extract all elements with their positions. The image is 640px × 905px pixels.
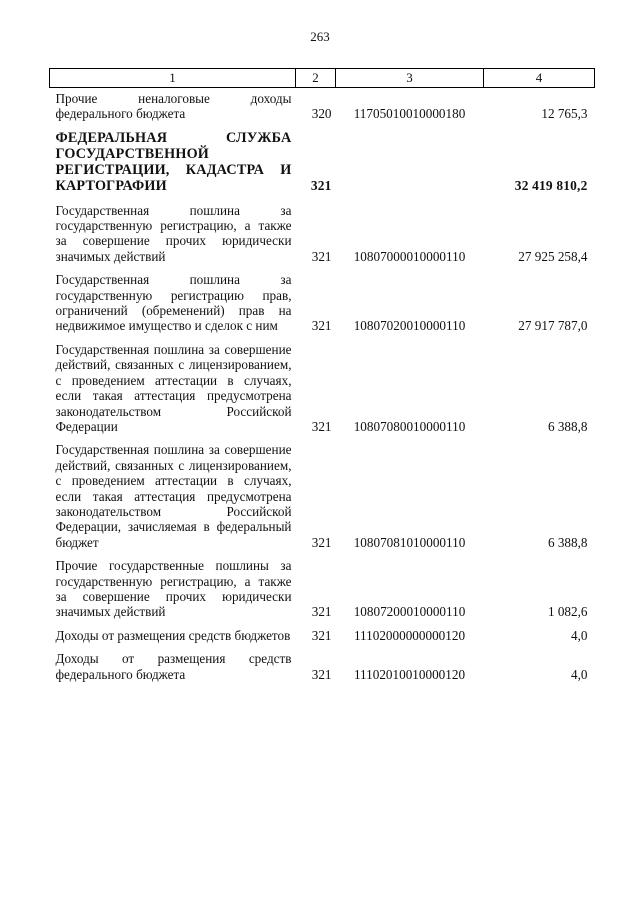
table-row xyxy=(50,334,595,434)
header-col-2: 2 xyxy=(296,69,336,88)
table-row xyxy=(50,620,595,643)
row-name: Прочие неналоговые доходы федерального бюджета xyxy=(55,91,292,122)
row-revenue-code: 11705010010000180 xyxy=(353,106,466,122)
row-revenue-code: 10807020010000110 xyxy=(353,318,466,334)
table-row-section-heading xyxy=(50,122,595,195)
budget-table xyxy=(49,68,595,682)
row-admin-code: 321 xyxy=(311,318,332,334)
row-revenue-code: 11102000000000120 xyxy=(353,627,466,643)
row-amount: 6 388,8 xyxy=(547,418,588,434)
table-body xyxy=(50,88,595,683)
header-col-3: 3 xyxy=(336,69,484,88)
page-number: 263 xyxy=(310,29,330,44)
row-amount: 6 388,8 xyxy=(547,534,588,550)
row-amount: 27 925 258,4 xyxy=(518,248,588,264)
row-revenue-code: 11102010010000120 xyxy=(353,666,466,682)
table-row xyxy=(50,88,595,122)
table-header xyxy=(50,69,595,88)
row-revenue-code xyxy=(336,122,484,195)
header-col-4: 4 xyxy=(484,69,595,88)
row-admin-code: 321 xyxy=(311,534,332,550)
row-name: Государственная пошлина за совершение действий, связанных с лицензированием, с проведением аттестации в случаях, если такая аттестация предусмотрена законодательством Российской Федерации, зачисляемая в федеральный бюджет xyxy=(55,442,292,550)
row-amount: 1 082,6 xyxy=(547,604,588,620)
table-row xyxy=(50,643,595,682)
header-col-1: 1 xyxy=(50,69,296,88)
row-admin-code: 321 xyxy=(311,418,332,434)
row-name: Доходы от размещения средств бюджетов xyxy=(55,627,291,643)
table-row xyxy=(50,434,595,550)
row-admin-code: 321 xyxy=(311,604,332,620)
row-revenue-code: 10807000010000110 xyxy=(353,248,466,264)
table-row xyxy=(50,195,595,265)
row-revenue-code: 10807081010000110 xyxy=(353,534,466,550)
row-amount: 12 765,3 xyxy=(541,106,588,122)
row-amount: 4,0 xyxy=(571,627,588,643)
row-admin-code: 321 xyxy=(311,627,332,643)
table-row xyxy=(50,264,595,334)
row-admin-code: 320 xyxy=(311,106,332,122)
row-name: Государственная пошлина за совершение действий, связанных с лицензированием, с проведением аттестации в случаях, если такая аттестация предусмотрена законодательством Российской Федерации xyxy=(55,341,292,434)
row-name: Государственная пошлина за государственную регистрацию прав, ограничений (обременений) прав на недвижимое имущество и сделок с ним xyxy=(55,272,292,334)
row-admin-code: 321 xyxy=(311,666,332,682)
row-admin-code: 321 xyxy=(310,178,332,194)
row-amount: 27 917 787,0 xyxy=(518,318,588,334)
header-row xyxy=(50,69,595,88)
row-name: Прочие государственные пошлины за государственную регистрацию, а также за совершение прочих юридически значимых действий xyxy=(55,558,292,620)
table-row xyxy=(50,550,595,620)
row-amount: 32 419 810,2 xyxy=(514,178,588,194)
row-amount: 4,0 xyxy=(571,666,588,682)
row-name: Государственная пошлина за государственную регистрацию, а также за совершение прочих юридически значимых действий xyxy=(55,202,292,264)
row-revenue-code: 10807200010000110 xyxy=(353,604,466,620)
row-name: Доходы от размещения средств федерального бюджета xyxy=(55,651,292,682)
row-revenue-code: 10807080010000110 xyxy=(353,418,466,434)
row-name: ФЕДЕРАЛЬНАЯ СЛУЖБА ГОСУДАРСТВЕННОЙ РЕГИСТРАЦИИ, КАДАСТРА И КАРТОГРАФИИ xyxy=(55,129,292,195)
row-admin-code: 321 xyxy=(311,248,332,264)
